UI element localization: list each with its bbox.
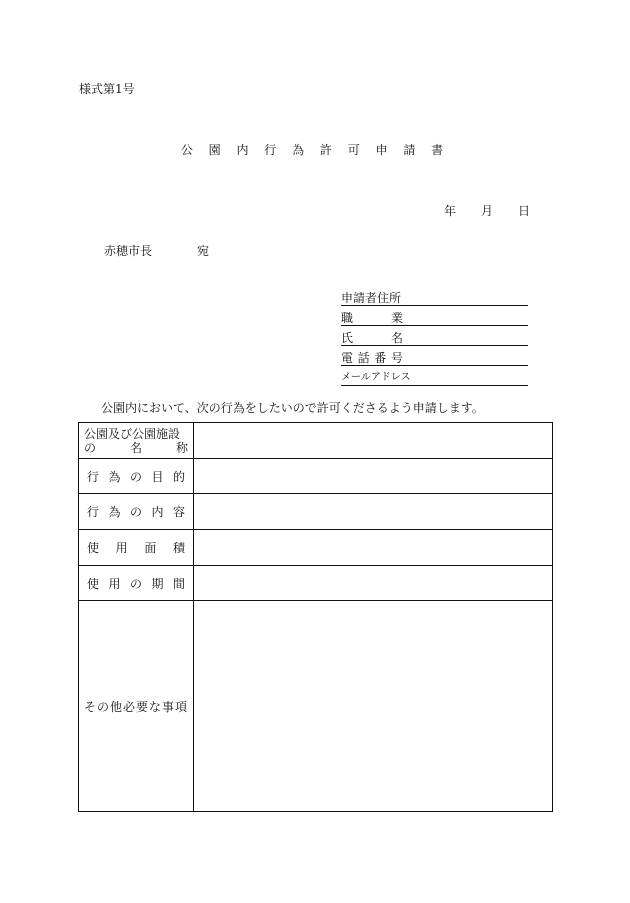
other-matters-input[interactable] — [194, 601, 553, 812]
application-table — [78, 422, 553, 812]
applicant-name-label: 氏 名 — [341, 331, 403, 345]
content-label: 行 為 の 内 容 — [79, 494, 194, 530]
applicant-email-field[interactable] — [341, 371, 528, 386]
addressee-to: 宛 — [197, 244, 210, 258]
applicant-email-label: メールアドレス — [341, 372, 411, 383]
page-title: 公 園 内 行 為 許 可 申 請 書 — [180, 143, 450, 157]
applicant-name-field[interactable] — [341, 331, 528, 346]
table-row — [79, 423, 553, 459]
table-row — [79, 601, 553, 812]
applicant-address-label: 申請者住所 — [341, 291, 402, 305]
table-row — [79, 530, 553, 566]
date-year-label: 年 — [444, 204, 457, 218]
purpose-label: 行 為 の 目 的 — [79, 459, 194, 494]
area-label: 使 用 面 積 — [79, 530, 194, 566]
form-number: 様式第1号 — [79, 82, 135, 96]
table-row — [79, 494, 553, 530]
applicant-occupation-field[interactable] — [341, 311, 528, 326]
applicant-phone-label: 電 話 番 号 — [341, 351, 403, 365]
addressee — [104, 242, 209, 259]
table-row — [79, 459, 553, 494]
applicant-occupation-label: 職 業 — [341, 311, 403, 325]
area-input[interactable] — [194, 530, 553, 566]
content-input[interactable] — [194, 494, 553, 530]
applicant-phone-field[interactable] — [341, 351, 528, 366]
period-label: 使 用 の 期 間 — [79, 566, 194, 601]
date-day-label: 日 — [518, 204, 531, 218]
table-row — [79, 566, 553, 601]
other-matters-label: その他必要な事項 — [79, 601, 194, 812]
facility-name-input[interactable] — [194, 423, 553, 459]
period-input[interactable] — [194, 566, 553, 601]
addressee-name: 赤穂市長 — [104, 244, 153, 258]
date-month-label: 月 — [481, 204, 494, 218]
date-line — [444, 202, 530, 219]
applicant-address-field[interactable] — [341, 291, 528, 306]
purpose-input[interactable] — [194, 459, 553, 494]
intro-text: 公園内において、次の行為をしたいので許可くださるよう申請します。 — [101, 401, 484, 415]
facility-name-label: 公園及び公園施設 の 名 称 — [79, 423, 194, 459]
